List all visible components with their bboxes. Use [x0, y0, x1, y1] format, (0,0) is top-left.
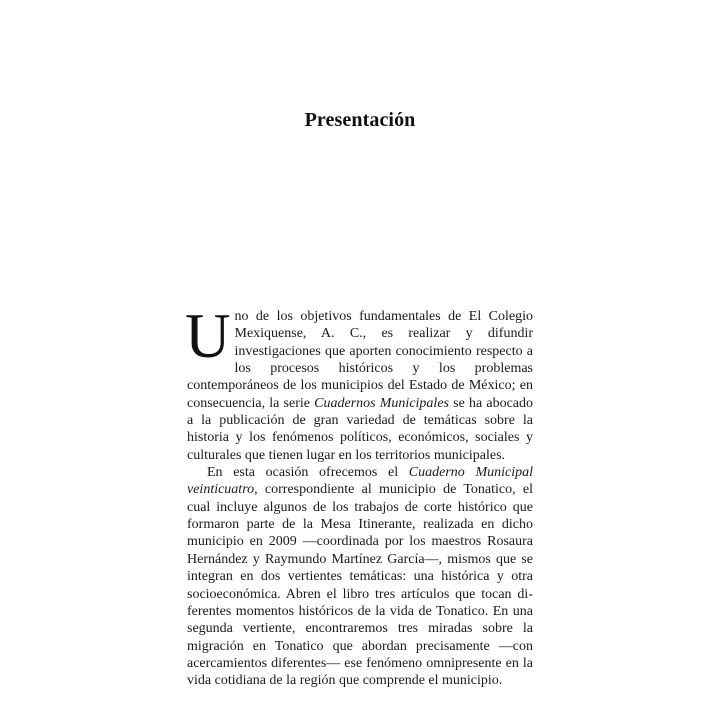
paragraph-2-text-a: En esta ocasión ofrecemos el [207, 465, 409, 481]
body-text [185, 301, 534, 690]
book-title: Cuaderno Municipal veinticuatro [187, 465, 534, 498]
page-title: Presentación [304, 109, 416, 132]
series-title: Cuadernos Municipales [314, 395, 449, 411]
paragraph-1-text-b: se ha abocado a la publicación de gran variedad de temáticas sobre la historia y los fenómenos políticos, económicos, sociales y culturales que tienen lugar en los territorios municipales. [187, 395, 533, 463]
drop-cap: U [185, 301, 231, 371]
paragraph-1-text-a: no de los objetivos fundamentales de El Colegio Mexiquense, A. C., es realizar y difundir investigaciones que aporten conocimiento respecto a los procesos históricos y los problemas contemporáneos de los municipios del Estado de México; en consecuencia, la serie [187, 309, 533, 411]
paragraph-2-text-b: , correspondiente al municipio de Tonatico, el cual incluye algunos de los trabajos de corte histórico que formaron parte de la Mesa Itinerante, realizada en dicho municipio en 2009 —coordinada por los maestros Rosaura Hernández y Raymundo Martínez García—, mismos que se integran en dos vertientes temáticas: una histórica y otra socioeconómica. Abren el libro tres artículos que tocan diferentes momentos históricos de la vida de Tonatico. En una segunda vertiente, encontraremos tres miradas sobre la migración en Tonatico que abordan precisamente —con acercamientos diferentes— ese fenómeno omnipresente en la vida cotidiana de la región que comprende el municipio. [187, 482, 533, 689]
paragraph-1 [185, 301, 533, 464]
paragraph-2 [187, 464, 533, 689]
